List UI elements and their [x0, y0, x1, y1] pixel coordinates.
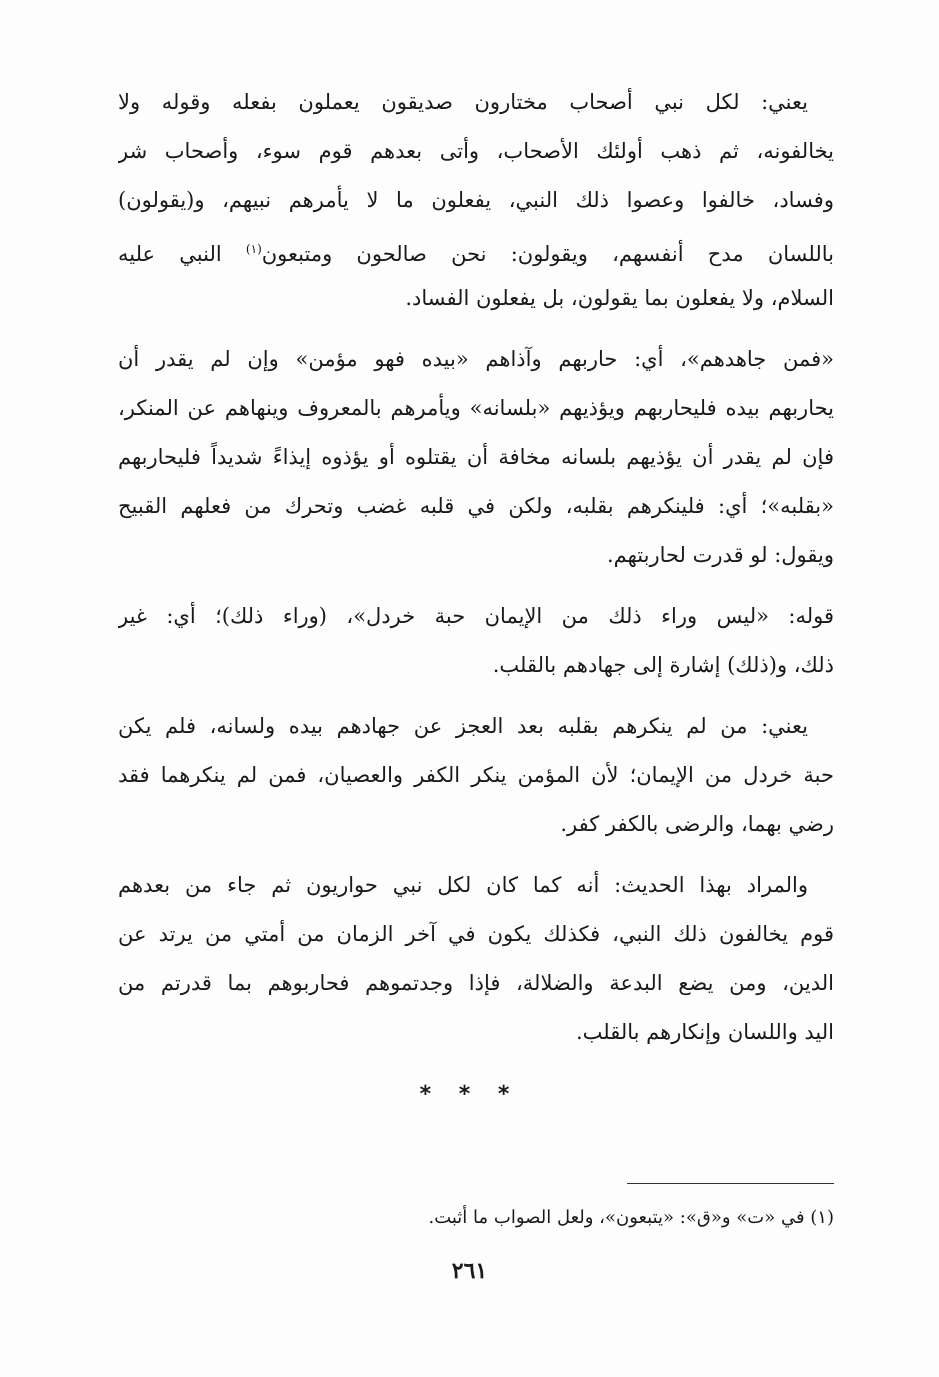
text-line: يعني: من لم ينكرهم بقلبه بعد العجز عن جهادهم بيده ولسانه، فلم يكن [118, 714, 808, 738]
text-line: قوله: «ليس وراء ذلك من الإيمان حبة خردل»، (وراء ذلك)؛ أي: غير [118, 604, 834, 628]
text-line: يخالفونه، ثم ذهب أولئك الأصحاب، وأتى بعدهم قوم سوء، وأصحاب شر [118, 139, 834, 163]
text-segment: باللسان مدح أنفسهم، ويقولون: نحن صالحون ومتبعون [261, 242, 834, 266]
text-line: قوم يخالفون ذلك النبي، فكذلك يكون في آخر الزمان من أمتي من يرتد عن [118, 922, 834, 946]
text-line: وفساد، خالفوا وعصوا ذلك النبي، يفعلون ما لا يأمرهم نبيهم، و(يقولون) [118, 188, 834, 212]
text-line: يعني: لكل نبي أصحاب مختارون صديقون يعملون بفعله وقوله ولا [118, 90, 808, 114]
text-line-with-footnote [118, 225, 834, 274]
text-segment: النبي عليه [118, 242, 222, 266]
footnote: (١) في «ت» و«ق»: «يتبعون»، ولعل الصواب ما أثبت. [428, 1207, 834, 1228]
paragraph-4 [118, 702, 834, 849]
text-line: الدين، ومن يضع البدعة والضلالة، فإذا وجدتموهم فحاربوهم بما قدرتم من [118, 971, 834, 995]
paragraph-5 [118, 861, 834, 1057]
text-line: ذلك، و(ذلك) إشارة إلى جهادهم بالقلب. [492, 653, 834, 677]
text-line: فإن لم يقدر أن يؤذيهم بلسانه مخافة أن يقتلوه أو يؤذوه إيذاءً شديداً فليحاربهم [118, 445, 834, 469]
text-line: حبة خردل من الإيمان؛ لأن المؤمن ينكر الكفر والعصيان، فمن لم ينكرهما فقد [118, 763, 834, 787]
text-line: يحاربهم بيده فليحاربهم ويؤذيهم «بلسانه» ويأمرهم بالمعروف وينهاهم عن المنكر، [118, 396, 834, 420]
section-separator: * * * [419, 1082, 520, 1107]
page-number: ٢٦١ [451, 1258, 488, 1284]
paragraph-3 [118, 592, 834, 690]
text-line: «فمن جاهدهم»، أي: حاربهم وآذاهم «بيده فهو مؤمن» وإن لم يقدر أن [118, 347, 834, 371]
text-line: «بقلبه»؛ أي: فلينكرهم بقلبه، ولكن في قلبه غضب وتحرك من فعلهم القبيح [118, 494, 834, 518]
main-text [118, 78, 834, 1069]
text-line: السلام، ولا يفعلون بما يقولون، بل يفعلون الفساد. [405, 286, 834, 310]
text-line: والمراد بهذا الحديث: أنه كما كان لكل نبي حواريون ثم جاء من بعدهم [118, 873, 808, 897]
paragraph-1 [118, 78, 834, 323]
footnote-divider [627, 1183, 834, 1184]
text-line: رضي بهما، والرضى بالكفر كفر. [560, 812, 834, 836]
footnote-reference[interactable]: (١) [245, 242, 262, 256]
paragraph-2 [118, 335, 834, 580]
text-line: ويقول: لو قدرت لحاربتهم. [606, 543, 834, 567]
text-line: اليد واللسان وإنكارهم بالقلب. [575, 1020, 834, 1044]
